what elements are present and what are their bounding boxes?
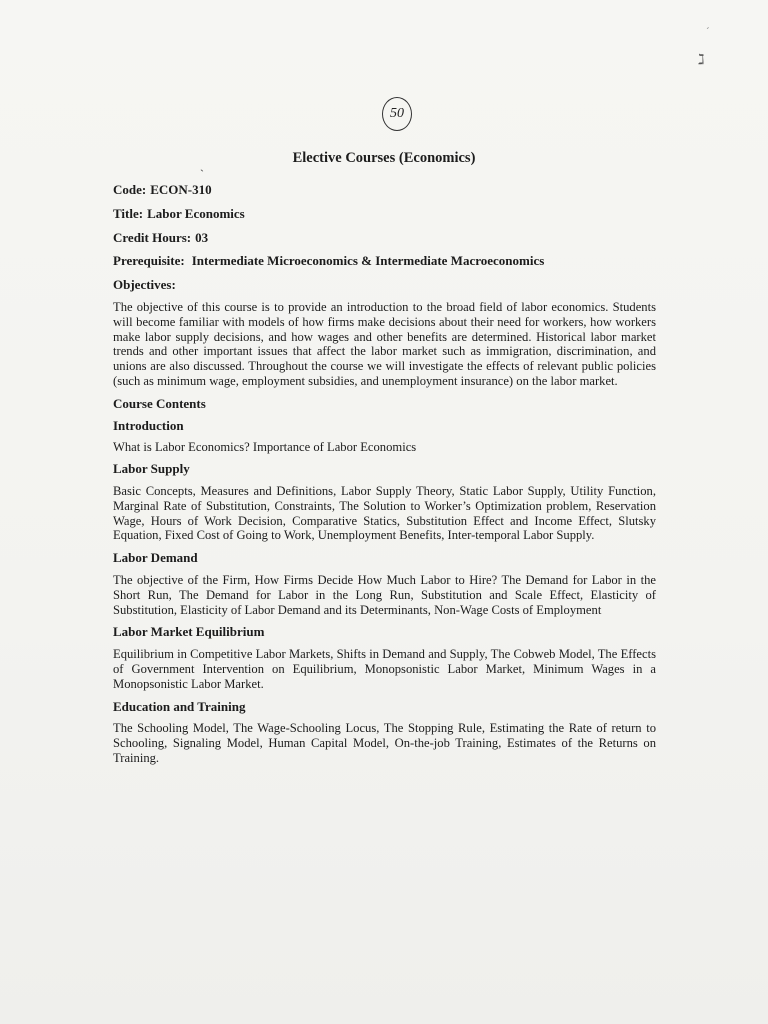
course-title (113, 207, 656, 222)
section-heading-labor-market-equilibrium: Labor Market Equilibrium (113, 624, 265, 640)
section-text-labor-supply: Basic Concepts, Measures and Definitions, Labor Supply Theory, Static Labor Supply, Utility Function, Marginal Rate of Substitution, Constraints, The Solution to Worker’s Optimization problem, Reservation Wage, Hours of Work Decision, Comparative Statics, Substitution Effect and Income Effect, Slutsky Equation, Fixed Cost of Going to Work, Unemployment Benefits, Inter-temporal Labor Supply. (113, 483, 656, 543)
section-text-education-and-training: The Schooling Model, The Wage-Schooling Locus, The Stopping Rule, Estimating the Rate of return to Schooling, Signaling Model, Human Capital Model, On-the-job Training, Estimates of the Returns on Training. (113, 721, 656, 765)
course-title-label: Title: (113, 205, 144, 221)
course-code-value: ECON-310 (150, 182, 212, 197)
course-contents-heading: Course Contents (113, 395, 206, 411)
course-content (113, 183, 656, 774)
credit-hours-value: 03 (195, 229, 209, 245)
objectives-text: The objective of this course is to provide an introduction to the broad field of labor economics. Students will become familiar with models of how firms make decisions about their need for workers, how workers make labor supply decisions, and how wages and other benefits are determined. Historical labor market trends and other important issues that affect the labor market such as immigration, discrimination, and unions are also discussed. Throughout the course we will investigate the effects of relevant public policies (such as minimum wage, employment subsidies, and unemployment insurance) on the labor market. (113, 299, 656, 388)
course-code (113, 183, 656, 198)
prerequisite (113, 254, 656, 269)
section-text-introduction: What is Labor Economics? Importance of Labor Economics (113, 440, 417, 455)
section-heading-labor-demand: Labor Demand (113, 550, 198, 566)
course-code-label: Code: (113, 182, 147, 197)
course-title-value: Labor Economics (147, 205, 245, 221)
scan-speck: ˎ (200, 158, 204, 172)
prerequisite-label: Prerequisite: (113, 253, 185, 269)
credit-hours-label: Credit Hours: (113, 229, 192, 245)
section-text-labor-demand: The objective of the Firm, How Firms Decide How Much Labor to Hire? The Demand for Labor in the Short Run, The Demand for Labor in the Long Run, Substitution and Scale Effect, Elasticity of Substitution, Elasticity of Labor Demand and its Determinants, Non-Wage Costs of Employment (113, 572, 656, 617)
objectives-heading: Objectives: (113, 277, 176, 293)
section-heading-introduction: Introduction (113, 417, 184, 433)
page-heading: Elective Courses (Economics) (292, 150, 476, 166)
section-heading-labor-supply: Labor Supply (113, 461, 190, 477)
section-text-labor-market-equilibrium: Equilibrium in Competitive Labor Markets, Shifts in Demand and Supply, The Cobweb Model, The Effects of Government Intervention on Equilibrium, Monopsonistic Labor Market, Minimum Wages in a Monopsonistic Labor Market. (113, 647, 656, 691)
scan-speck: ℷ (698, 53, 705, 68)
prerequisite-value: Intermediate Microeconomics & Intermediate Macroeconomics (191, 253, 545, 269)
page-number-circle: 50 (382, 97, 412, 131)
section-heading-education-and-training: Education and Training (113, 698, 246, 714)
credit-hours (113, 231, 656, 246)
scan-speck: ˊ (706, 26, 710, 38)
